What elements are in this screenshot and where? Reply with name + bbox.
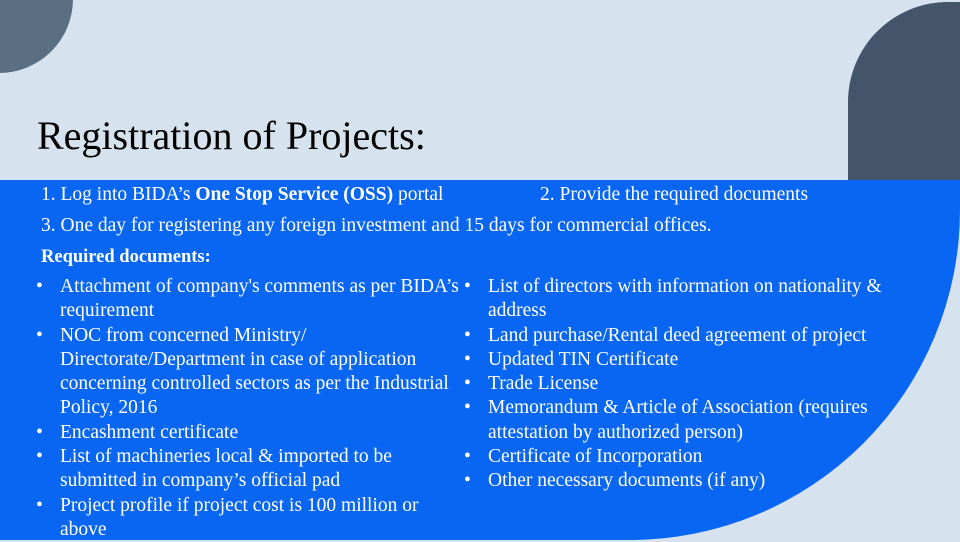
bullet-icon: • (464, 324, 471, 346)
bullet-icon: • (464, 470, 471, 492)
bullet-icon: • (36, 494, 43, 516)
bullet-icon: • (464, 397, 471, 419)
step-3-line: 3. One day for registering any foreign investment and 15 days for commercial offices. (41, 215, 712, 236)
document-item-text: Attachment of company's comments as per BIDA’s requirement (60, 276, 459, 322)
bullet-icon: • (464, 446, 471, 468)
document-item-text: Memorandum & Article of Association (requires attestation by authorized person) (488, 397, 868, 443)
corner-decoration-top-left (0, 0, 73, 73)
required-documents-left-column (36, 275, 464, 542)
bullet-icon: • (464, 373, 471, 395)
document-list-item (464, 445, 884, 469)
required-documents-heading: Required documents: (41, 247, 211, 267)
document-item-text: NOC from concerned Ministry/ Directorate/Department in case of application concerning controlled sectors as per the Industrial Policy, 2016 (60, 324, 449, 419)
step-1-suffix: portal (393, 184, 444, 205)
step-1-prefix: 1. Log into BIDA’s (41, 184, 196, 205)
document-item-text: Other necessary documents (if any) (488, 470, 766, 492)
bullet-icon: • (464, 348, 471, 370)
left-document-list (36, 275, 464, 542)
document-item-text: List of directors with information on nationality & address (488, 276, 882, 322)
document-list-item (36, 421, 464, 445)
bullet-icon: • (36, 421, 43, 443)
bullet-icon: • (36, 446, 43, 468)
document-list-item (464, 396, 884, 445)
step-2-line: 2. Provide the required documents (540, 184, 809, 205)
document-item-text: Encashment certificate (60, 421, 239, 443)
document-list-item (464, 348, 884, 372)
document-list-item (464, 469, 884, 493)
required-documents-right-column (464, 275, 884, 494)
document-list-item (36, 494, 464, 542)
right-document-list (464, 275, 884, 494)
document-item-text: Updated TIN Certificate (488, 348, 679, 370)
document-item-text: List of machineries local & imported to be submitted in company’s official pad (60, 446, 392, 492)
bullet-icon: • (464, 276, 471, 297)
document-list-item (36, 275, 464, 324)
document-list-item (464, 275, 884, 324)
document-list-item (36, 445, 464, 494)
document-item-text: Project profile if project cost is 100 million or above (60, 494, 419, 540)
document-item-text: Certificate of Incorporation (488, 446, 703, 468)
corner-decoration-top-right (848, 2, 960, 180)
document-list-item (464, 324, 884, 348)
bullet-icon: • (36, 324, 43, 346)
document-item-text: Trade License (488, 373, 599, 395)
step-1-line (41, 184, 443, 206)
document-list-item (36, 324, 464, 421)
bullet-icon: • (36, 276, 43, 297)
document-item-text: Land purchase/Rental deed agreement of project (488, 324, 867, 346)
page-title: Registration of Projects: (37, 113, 426, 158)
document-list-item (464, 372, 884, 396)
step-1-bold: One Stop Service (OSS) (195, 184, 394, 205)
